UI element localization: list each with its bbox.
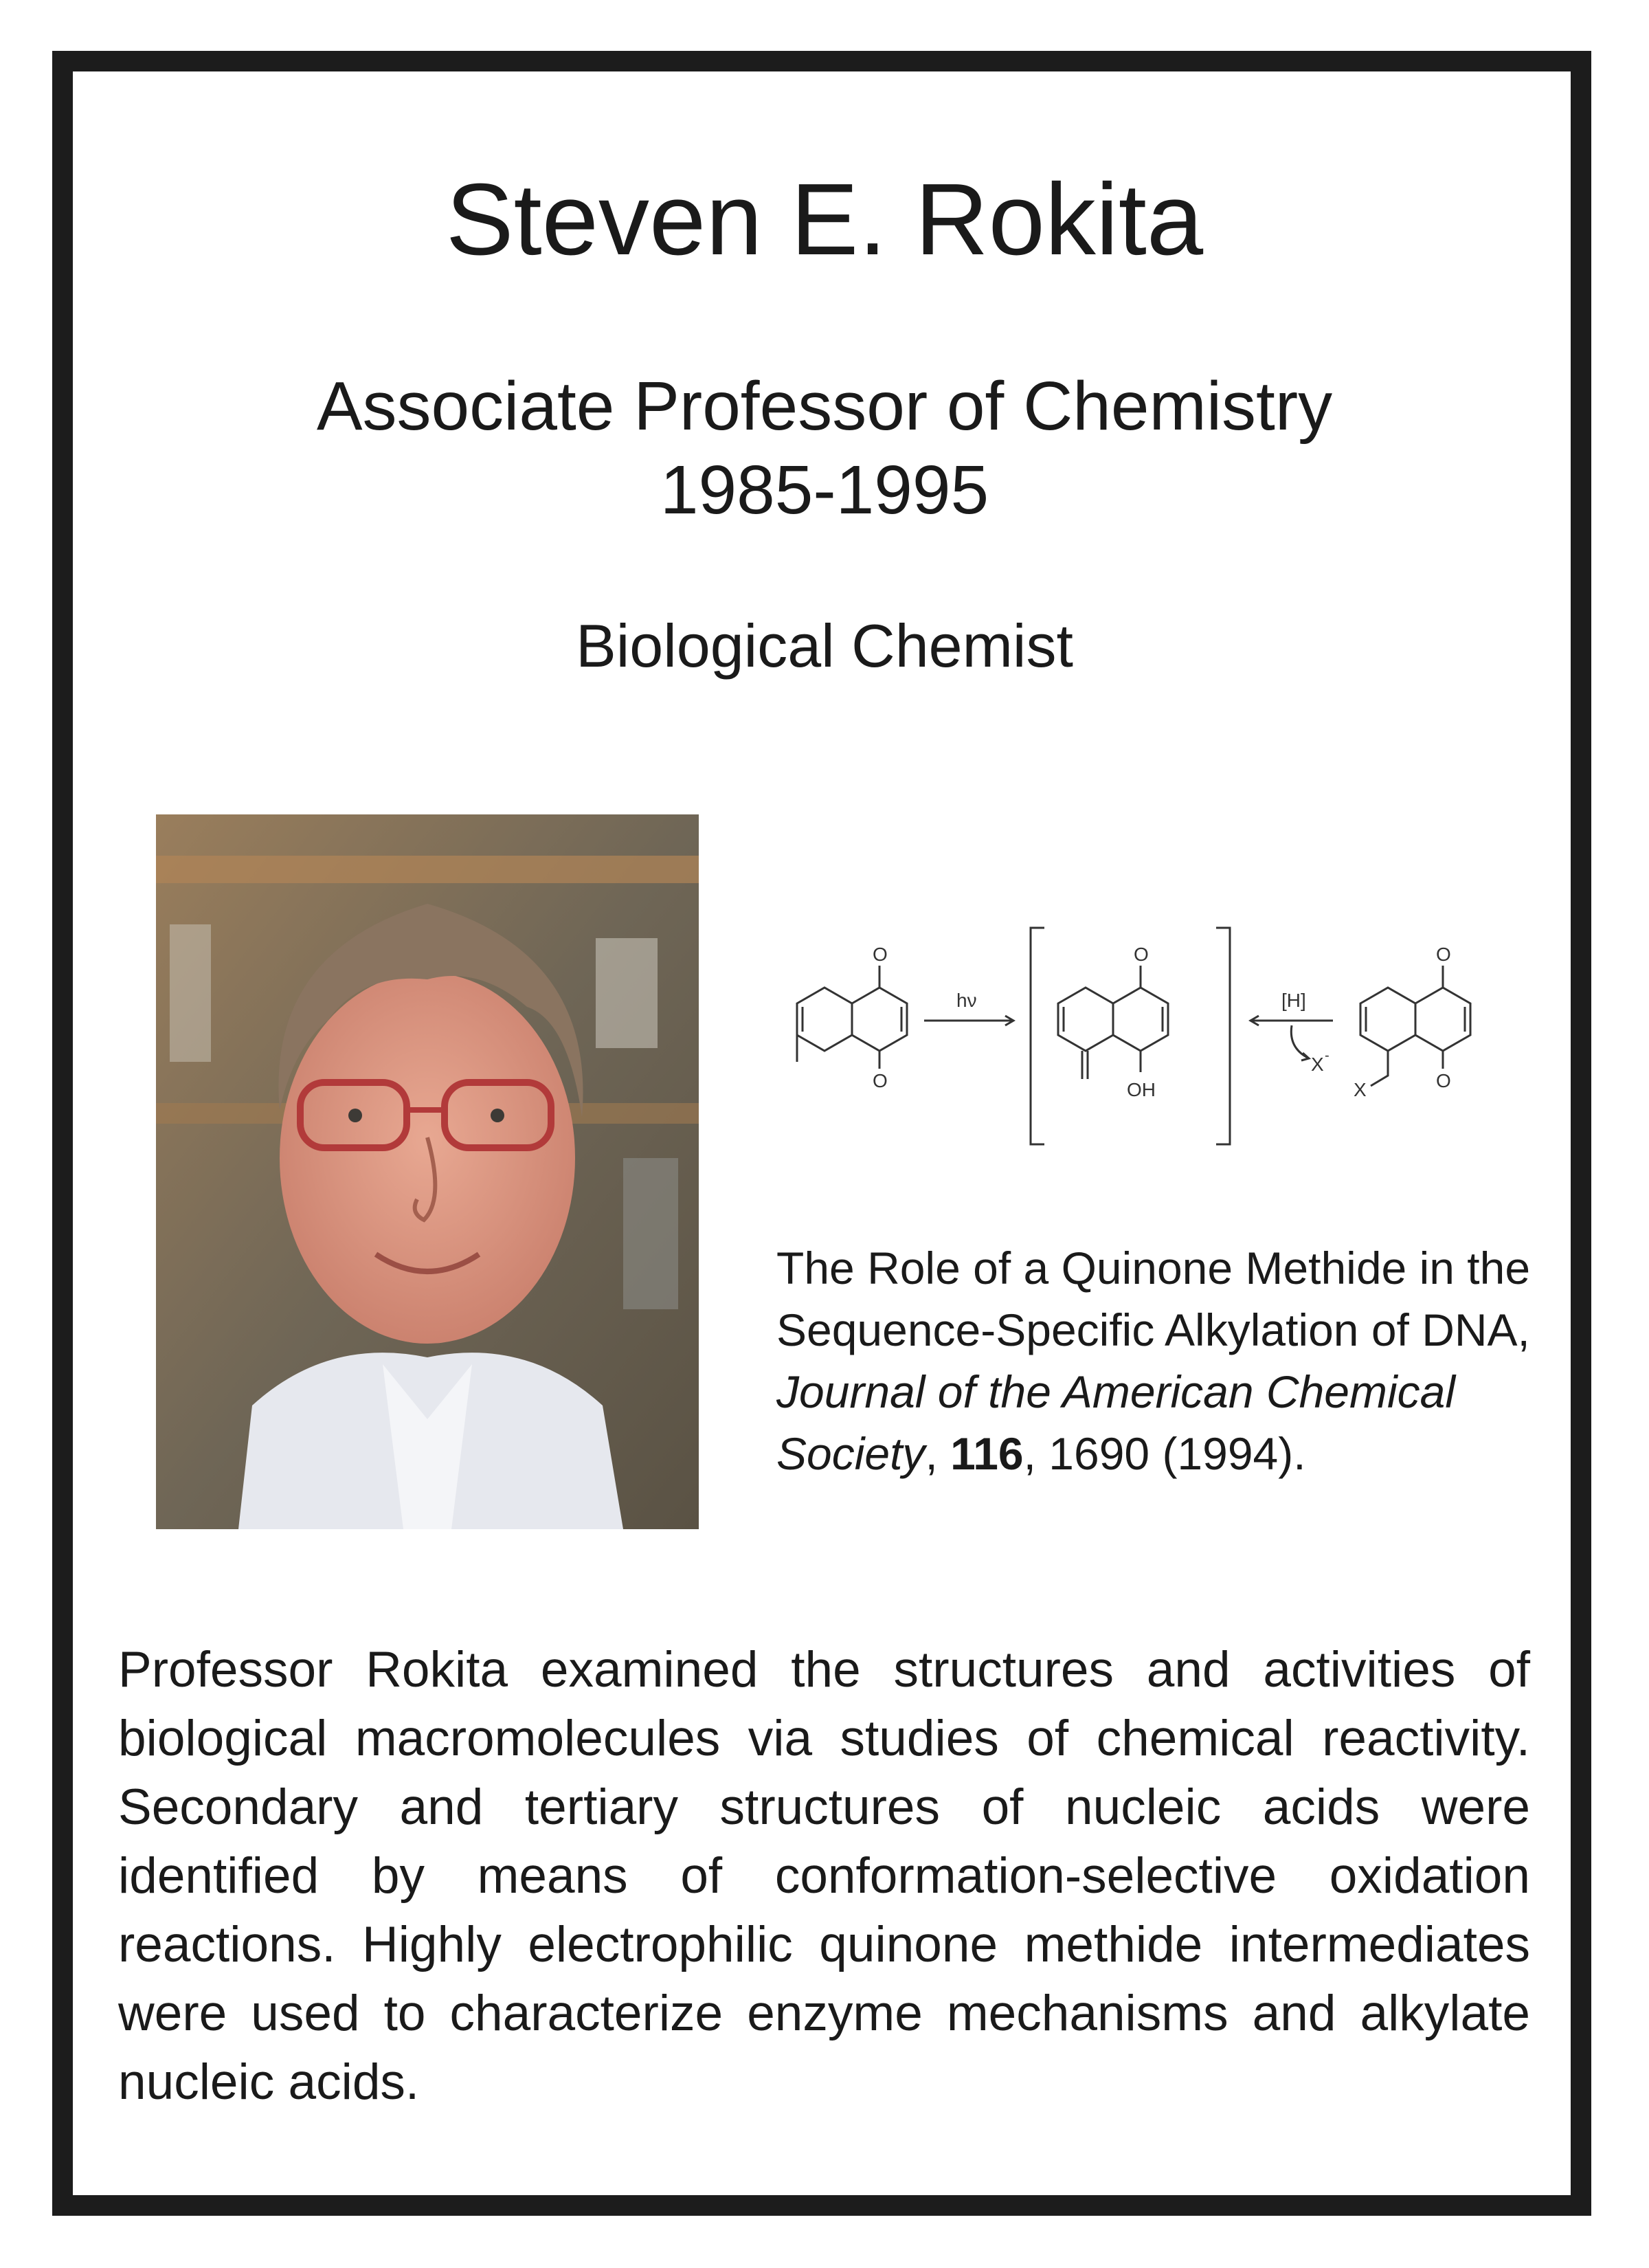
- citation-journal: Journal of the American Chemical Society: [776, 1366, 1456, 1479]
- page-title: Steven E. Rokita: [445, 163, 1204, 276]
- position-block: [0, 364, 1649, 532]
- citation-volume: 116: [950, 1428, 1024, 1479]
- portrait-photo: [156, 814, 699, 1529]
- oh-label: OH: [1127, 1079, 1156, 1100]
- oxygen-label: O: [873, 1070, 888, 1091]
- arrow1-label: hν: [956, 990, 977, 1011]
- citation-title: The Role of a Quinone Methide in the Sequence-Specific Alkylation of DNA,: [776, 1243, 1531, 1355]
- oxygen-label: O: [1436, 944, 1451, 965]
- field-label: Biological Chemist: [576, 612, 1073, 680]
- citation-pages-year: , 1690 (1994).: [1023, 1428, 1306, 1479]
- oxygen-label: O: [873, 944, 888, 965]
- position-title: Associate Professor of Chemistry: [316, 368, 1333, 445]
- citation: The Role of a Quinone Methide in the Sequence-Specific Alkylation of DNA, Journal of the American Chemical Society, 116, 1690 (1994).: [776, 1243, 1531, 1479]
- tenure-years: 1985-1995: [660, 452, 989, 529]
- oxygen-label: O: [1436, 1070, 1451, 1091]
- x-substituent-label: X: [1354, 1079, 1367, 1100]
- description-paragraph: Professor Rokita examined the structures and activities of biological macromolecules via studies of chemical reactivity. Secondary and tertiary structures of nucleic acids were identified by means of conformation-selective oxidation reactions. Highly electrophilic quinone methide intermediates were used to characterize enzyme mechanisms and alkylate nucleic acids.: [118, 1642, 1530, 2110]
- reaction-scheme: [742, 900, 1553, 1175]
- oxygen-label: O: [1134, 944, 1149, 965]
- leaving-group-label: X: [1311, 1054, 1324, 1075]
- arrow2-label: [H]: [1281, 990, 1306, 1011]
- charge-label: -: [1325, 1048, 1330, 1063]
